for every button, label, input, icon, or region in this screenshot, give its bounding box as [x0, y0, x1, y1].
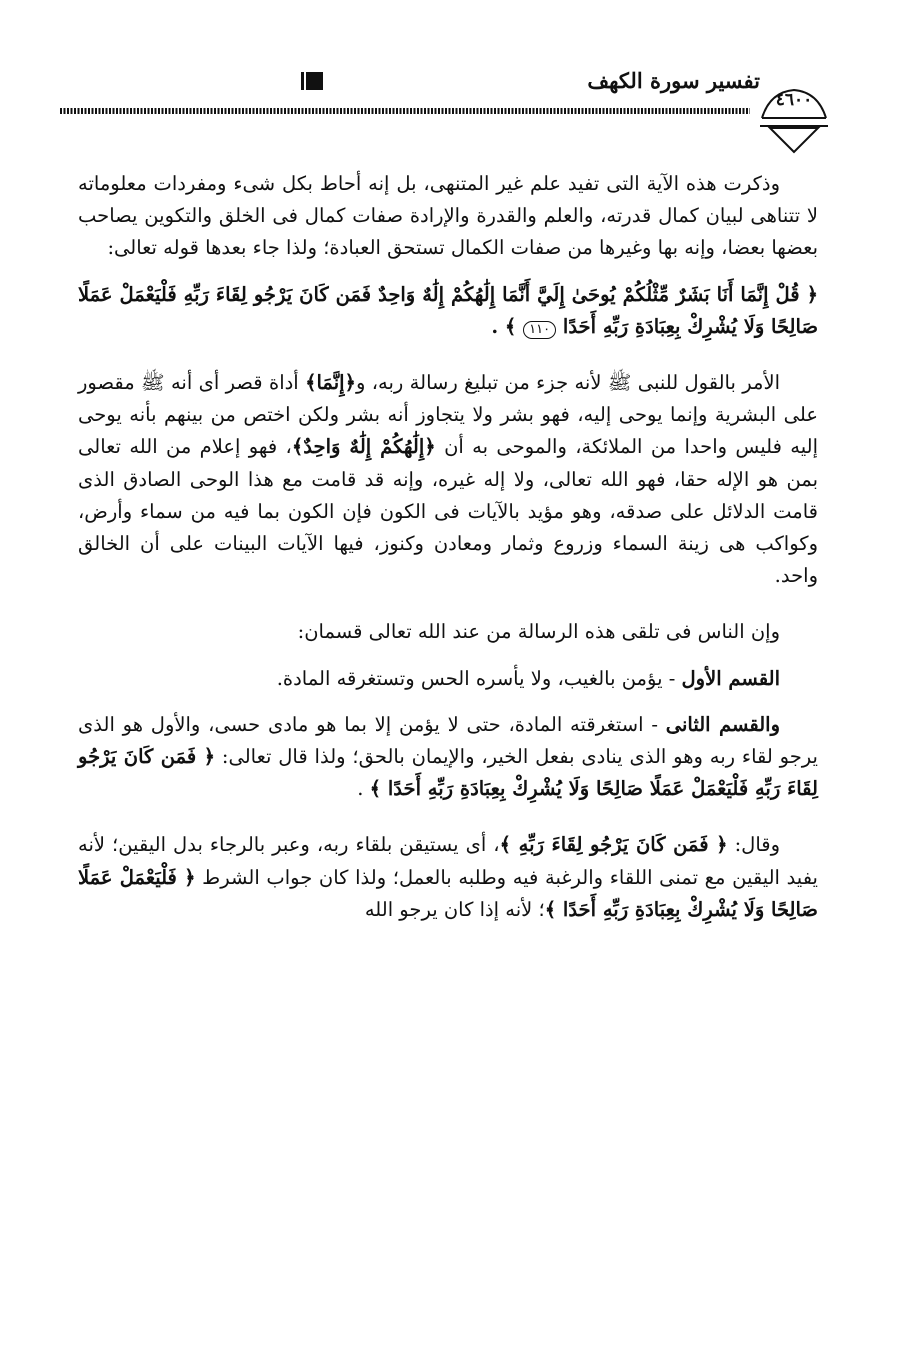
- quran-verse-110: [78, 279, 818, 343]
- section-label-second: والقسم الثانى: [665, 712, 780, 736]
- section-label-first: القسم الأول: [681, 666, 780, 690]
- running-title: تفسير سورة الكهف: [587, 68, 760, 93]
- page-header: [60, 60, 850, 150]
- p6-part-b: ، أى يستيقن بلقاء ربه، وعبر بالرجاء بدل اليقين؛ لأنه يفيد اليقين مع تمنى اللقاء والرغبة فيه وطلبه بالعمل؛ ولذا كان جواب الشرط: [78, 833, 818, 889]
- paragraph-4: [78, 663, 818, 695]
- p6-quote-1: ﴿ فَمَن كَانَ يَرْجُو لِقَاءَ رَبِّهِ ﴾: [499, 833, 728, 857]
- paragraph-6: [78, 829, 818, 926]
- p2-part-c: ، فهو إعلام من الله تعالى بمن هو الإله حقا، فهو الله تعالى، ولا إله غيره، وإنه قد قامت مع هذا الوحى الصادق الذى قامت الدلائل على صدقه، وهو مؤيد بالآيات فى الكون فإن الكون بما فيه من سماء وأرض، وكواكب هى زينة السماء وزروع وثمار ومعادن وكنوز، فيها الآيات البينات على أن الخالق واحد.: [78, 435, 818, 588]
- p6-part-c: ؛ لأنه إذا كان يرجو الله: [364, 897, 545, 921]
- p2-quote-1: ﴿إِنَّمَا﴾: [305, 371, 356, 395]
- paragraph-5: [78, 709, 818, 806]
- p2-part-b: أداة قصر أى أنه ﷺ مقصور على البشرية وإنما يوحى إليه، فهو بشر ولا يتجاوز أنه بشر ولكن اختص من بينهم بأنه يوحى إليه فليس واحدا من الملائكة، والموحى به أن: [78, 371, 819, 459]
- verse-close: ﴾ .: [491, 314, 517, 338]
- verse-text: ﴿ قُلْ إِنَّمَا أَنَا بَشَرٌ مِّثْلُكُمْ يُوحَىٰ إِلَيَّ أَنَّمَا إِلَٰهُكُمْ إِلَٰهٌ وَاحِدٌ فَمَن كَانَ يَرْجُو لِقَاءَ رَبِّهِ فَلْيَعْمَلْ عَمَلًا صَالِحًا وَلَا يُشْرِكْ بِعِبَادَةِ رَبِّهِ أَحَدًا: [78, 282, 818, 338]
- p5-quote: ﴿ فَمَن كَانَ يَرْجُو لِقَاءَ رَبِّهِ فَلْيَعْمَلْ عَمَلًا صَالِحًا وَلَا يُشْرِكْ بِعِبَادَةِ رَبِّهِ أَحَدًا ﴾: [78, 745, 818, 801]
- p2-part-a: الأمر بالقول للنبى ﷺ لأنه جزء من تبليغ رسالة ربه، و: [355, 371, 780, 395]
- ayah-number: ١١٠: [523, 321, 556, 339]
- paragraph-1: وذكرت هذه الآية التى تفيد علم غير المتنهى، بل إنه أحاط بكل شىء ومفردات معلوماته لا تتناهى لبيان كمال قدرته، والعلم والقدرة والإرادة صفات كمال فى الخلق والتكوين يصاحب بعضها بعضا، وإنه بها وغيرها من صفات الكمال تستحق العبادة؛ ولذا جاء بعدها قوله تعالى:: [78, 172, 819, 260]
- p4-text: - يؤمن بالغيب، ولا يأسره الحس وتستغرقه المادة.: [276, 666, 682, 690]
- p6-part-a: وقال:: [727, 833, 781, 857]
- p5-part-a: - استغرقته المادة، حتى لا يؤمن إلا بما هو مادى حسى، والأول هو الذى يرجو لقاء ربه وهو الذى ينادى بفعل الخير، والإيمان بالحق؛ ولذا قال تعالى:: [78, 712, 818, 769]
- p5-end: .: [357, 777, 370, 801]
- p6-quote-2: ﴿ فَلْيَعْمَلْ عَمَلًا صَالِحًا وَلَا يُشْرِكْ بِعِبَادَةِ رَبِّهِ أَحَدًا ﴾: [78, 865, 818, 921]
- ornament-icon: [304, 72, 320, 90]
- p2-quote-2: ﴿إِلَٰهُكُمْ إِلَٰهٌ وَاحِدٌ﴾: [291, 435, 436, 459]
- page-body: [78, 168, 818, 926]
- paragraph-3: وإن الناس فى تلقى هذه الرسالة من عند الله تعالى قسمان:: [297, 620, 780, 644]
- header-rule: [60, 108, 750, 114]
- paragraph-2: [78, 367, 818, 592]
- page-number: ٤٦٠٠: [775, 90, 813, 110]
